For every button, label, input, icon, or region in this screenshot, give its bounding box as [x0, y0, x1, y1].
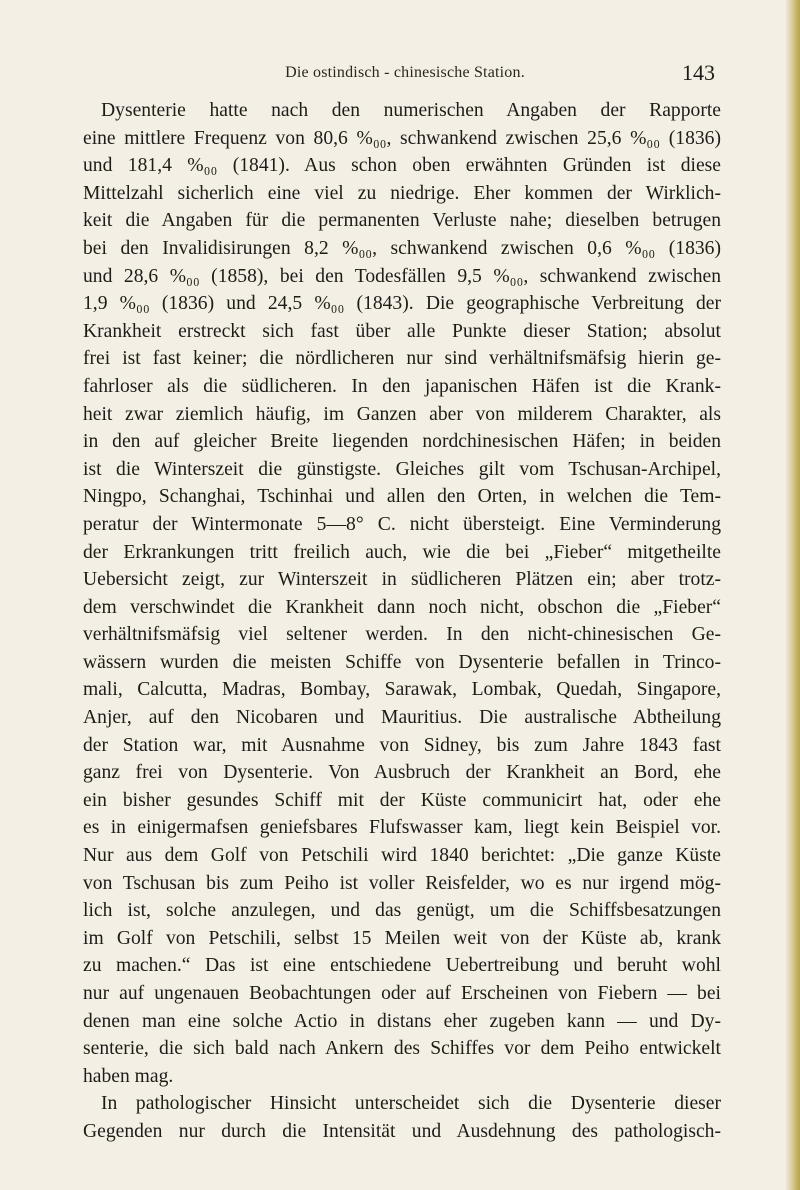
- text-line: Gegenden nur durch die Intensität und Ausdehnung des pathologisch-: [83, 1120, 721, 1142]
- page-number: 143: [682, 60, 715, 85]
- text-line: im Golf von Petschili, selbst 15 Meilen weit von der Küste ab, krank: [83, 927, 721, 949]
- text-line: mali, Calcutta, Madras, Bombay, Sarawak, Lombak, Quedah, Singapore,: [83, 679, 721, 701]
- text-line: wässern wurden die meisten Schiffe von Dysenterie befallen in Trinco-: [83, 651, 721, 673]
- text-line: Krankheit erstreckt sich fast über alle Punkte dieser Station; absolut: [83, 320, 721, 342]
- text-line: der Station war, mit Ausnahme von Sidney, bis zum Jahre 1843 fast: [83, 734, 721, 756]
- text-line: Ningpo, Schanghai, Tschinhai und allen den Orten, in welchen die Tem-: [83, 486, 721, 508]
- text-line: denen man eine solche Actio in distans eher zugeben kann — und Dy-: [83, 1010, 721, 1032]
- text-line: und 28,6 %₀₀ (1858), bei den Todesfällen 9,5 %₀₀, schwankend zwischen: [83, 265, 721, 287]
- text-line: der Erkrankungen tritt freilich auch, wie die bei „Fieber“ mitgetheilte: [83, 541, 721, 563]
- text-line: Mittelzahl sicherlich eine viel zu niedrige. Eher kommen der Wirklich-: [83, 182, 721, 204]
- text-line: und 181,4 %₀₀ (1841). Aus schon oben erwähnten Gründen ist diese: [83, 155, 721, 177]
- page-header: [85, 60, 725, 88]
- text-line: ganz frei von Dysenterie. Von Ausbruch der Krankheit an Bord, ehe: [83, 762, 721, 784]
- text-line: in den auf gleicher Breite liegenden nordchinesischen Häfen; in beiden: [83, 431, 721, 453]
- text-line: Nur aus dem Golf von Petschili wird 1840 berichtet: „Die ganze Küste: [83, 845, 721, 867]
- text-line: 1,9 %₀₀ (1836) und 24,5 %₀₀ (1843). Die geographische Verbreitung der: [83, 293, 721, 315]
- text-line: ein bisher gesundes Schiff mit der Küste communicirt hat, oder ehe: [83, 789, 721, 811]
- text-line: In pathologischer Hinsicht unterscheidet sich die Dysenterie dieser: [101, 1093, 721, 1115]
- text-line: lich ist, solche anzulegen, und das genügt, um die Schiffsbesatzungen: [83, 900, 721, 922]
- text-line: zu machen.“ Das ist eine entschiedene Uebertreibung und beruht wohl: [83, 955, 721, 977]
- text-line: bei den Invalidisirungen 8,2 %₀₀, schwankend zwischen 0,6 %₀₀ (1836): [83, 237, 721, 259]
- text-line: nur auf ungenauen Beobachtungen oder auf Erscheinen von Fiebern — bei: [83, 983, 721, 1004]
- running-head: Die ostindisch - chinesische Station.: [285, 64, 525, 81]
- text-line: eine mittlere Frequenz von 80,6 %₀₀, schwankend zwischen 25,6 %₀₀ (1836): [83, 127, 721, 149]
- text-line: verhältnifsmäfsig viel seltener werden. In den nicht-chinesischen Ge-: [83, 624, 721, 646]
- text-line: keit die Angaben für die permanenten Verluste nahe; dieselben betrugen: [83, 210, 721, 232]
- body-text: [83, 97, 721, 1146]
- text-line: heit zwar ziemlich häufig, im Ganzen aber von milderem Charakter, als: [83, 403, 721, 425]
- text-line: Anjer, auf den Nicobaren und Mauritius. Die australische Abtheilung: [83, 707, 721, 729]
- text-line: haben mag.: [83, 1065, 174, 1087]
- text-line: fahrloser als die südlicheren. In den japanischen Häfen ist die Krank-: [83, 375, 721, 397]
- text-line: Uebersicht zeigt, zur Winterszeit in südlicheren Plätzen ein; aber trotz-: [83, 569, 721, 591]
- text-line: senterie, die sich bald nach Ankern des Schiffes vor dem Peiho entwickelt: [83, 1038, 721, 1060]
- text-line: es in einigermafsen geniefsbares Flufswasser kam, liegt kein Beispiel vor.: [83, 817, 721, 839]
- text-line: frei ist fast keiner; die nördlicheren nur sind verhältnifsmäfsig hierin ge-: [83, 348, 721, 370]
- text-line: peratur der Wintermonate 5—8° C. nicht übersteigt. Eine Verminderung: [83, 513, 721, 535]
- page-edge: [786, 0, 800, 1190]
- text-line: von Tschusan bis zum Peiho ist voller Reisfelder, wo es nur irgend mög-: [83, 872, 721, 894]
- text-line: dem verschwindet die Krankheit dann noch nicht, obschon die „Fieber“: [83, 596, 721, 618]
- text-line: ist die Winterszeit die günstigste. Gleiches gilt vom Tschusan-Archipel,: [83, 458, 721, 480]
- text-line: Dysenterie hatte nach den numerischen Angaben der Rapporte: [101, 100, 721, 121]
